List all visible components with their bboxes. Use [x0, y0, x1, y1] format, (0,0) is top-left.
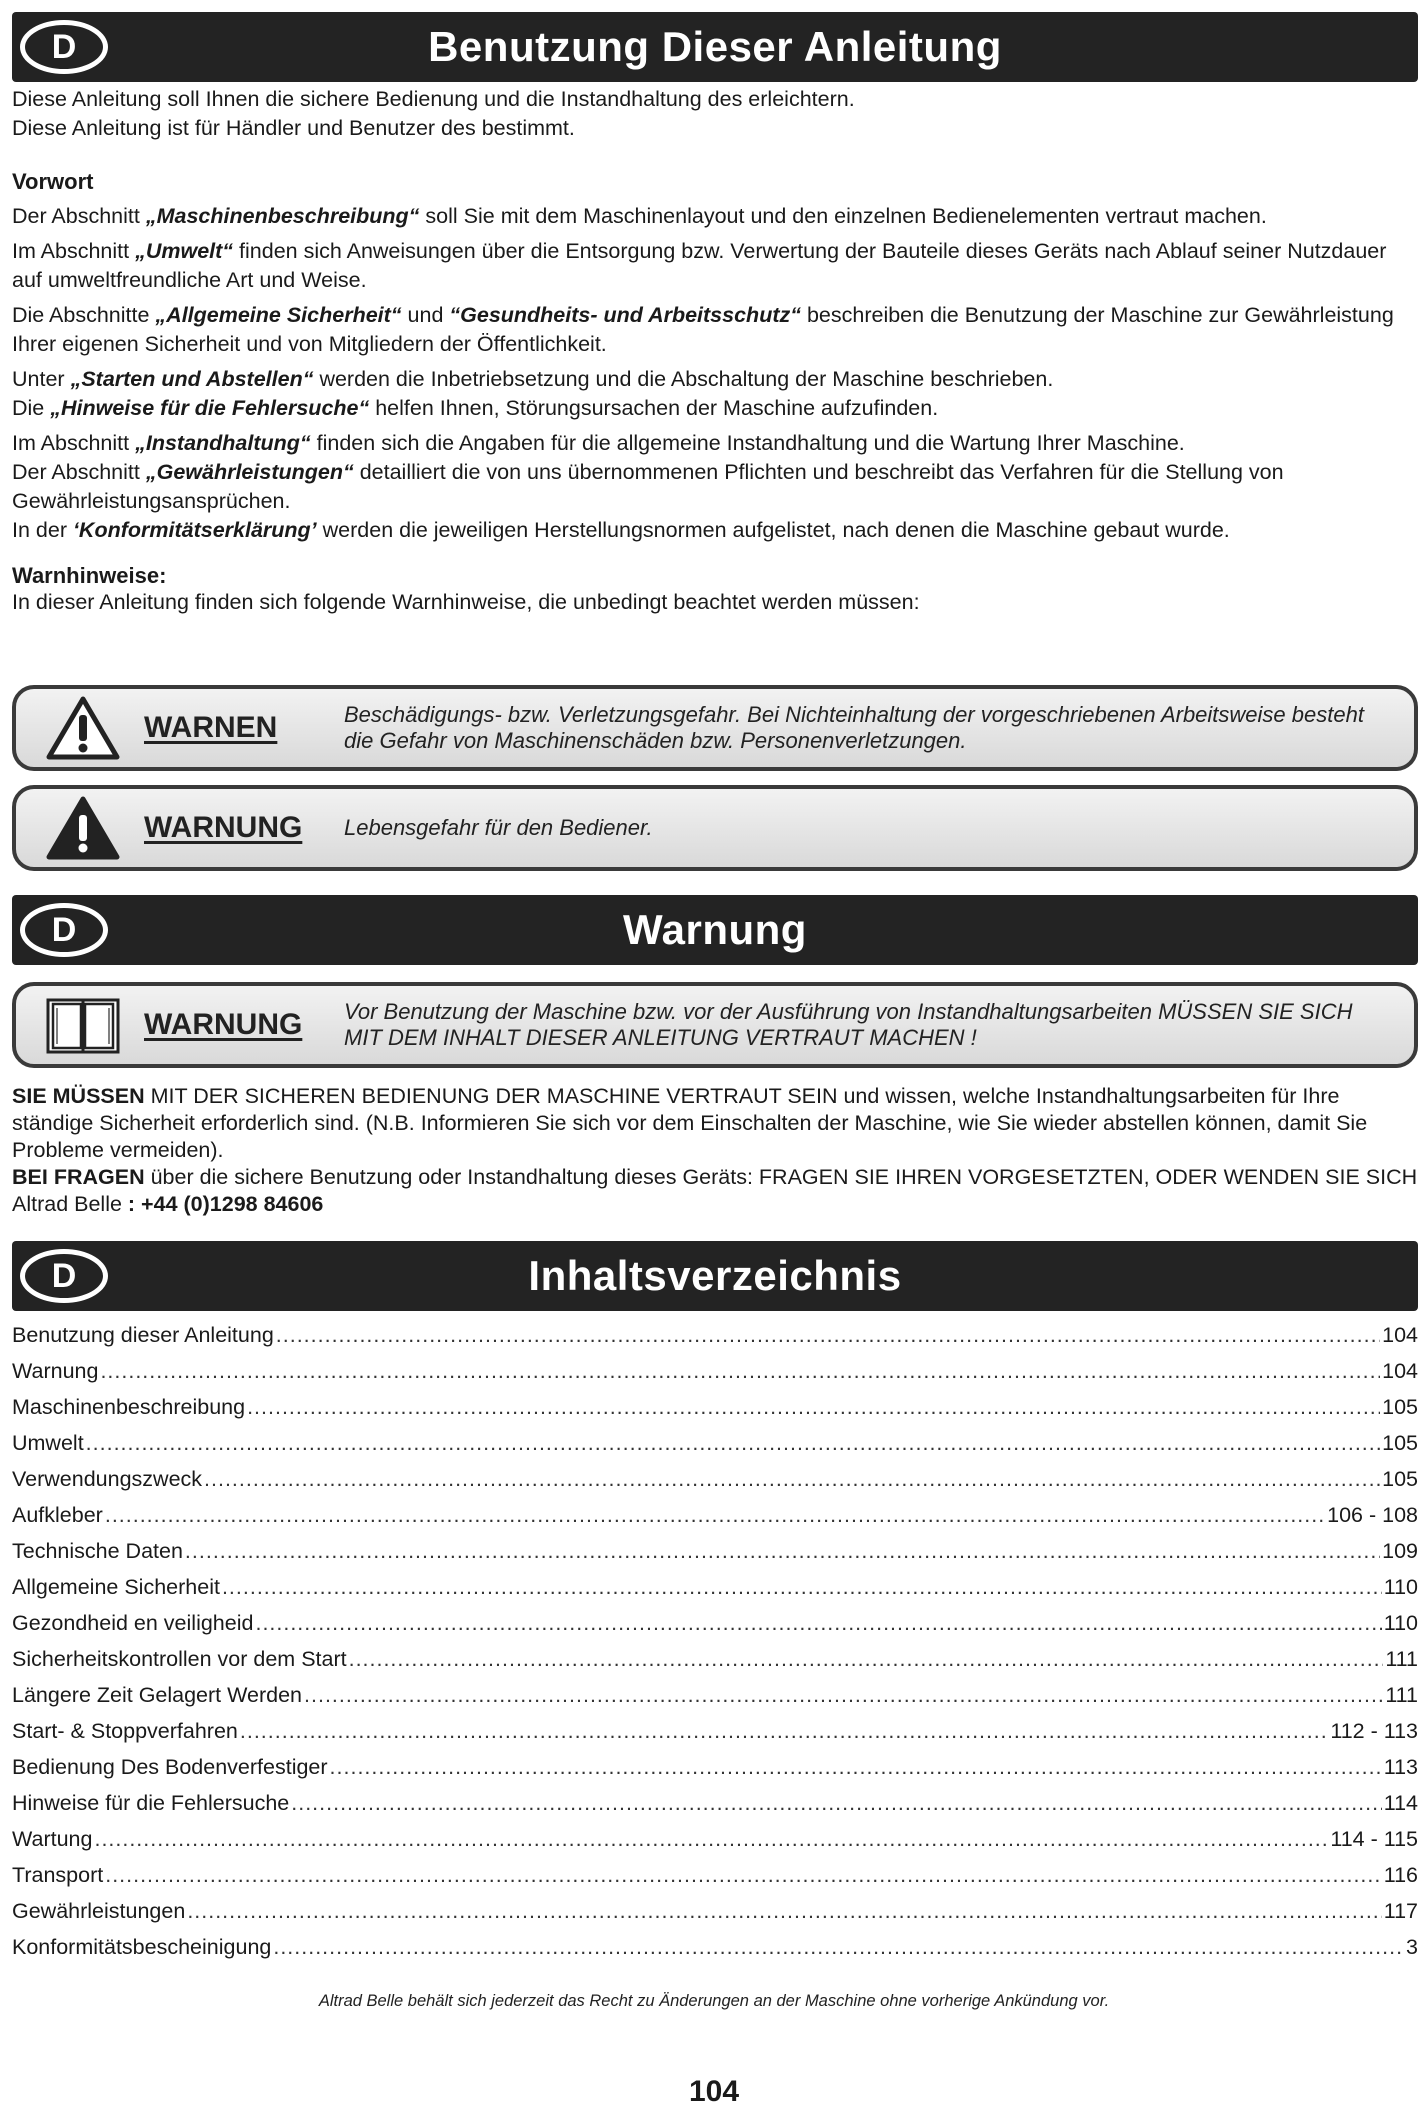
toc-title: Hinweise für die Fehlersuche — [12, 1791, 290, 1815]
warnung-label: WARNUNG — [144, 811, 303, 844]
section-title-usage: Benutzung Dieser Anleitung — [428, 23, 1002, 70]
toc-leader-dots — [187, 1893, 1381, 1929]
toc-page: 104 — [1382, 1359, 1418, 1383]
language-badge: D — [20, 1249, 108, 1303]
toc-leader-dots — [276, 1317, 1380, 1353]
toc-row — [12, 1893, 1418, 1929]
toc-title: Wartung — [12, 1827, 93, 1851]
toc-page: 106 - 108 — [1327, 1503, 1418, 1527]
toc-page: 114 — [1383, 1791, 1418, 1815]
vorwort-paragraph: Der Abschnitt „Maschinenbeschreibung“ soll Sie mit dem Maschinenlayout und den einzelnen Bedienelementen vertraut machen. — [12, 204, 1267, 228]
manual-warning-text: Vor Benutzung der Maschine bzw. vor der Ausführung von Instandhaltungsarbeiten MÜSSEN SIE SICH MIT DEM INHALT DIESER ANLEITUNG VERTRAUT MACHEN ! — [344, 999, 1353, 1050]
toc-page: 105 — [1382, 1395, 1418, 1419]
section-header-toc — [12, 1241, 1418, 1311]
toc-leader-dots — [255, 1605, 1381, 1641]
warnen-label: WARNEN — [144, 711, 278, 744]
toc-title: Warnung — [12, 1359, 99, 1383]
language-badge: D — [20, 20, 108, 74]
toc-leader-dots — [304, 1677, 1383, 1713]
toc-page: 112 - 113 — [1330, 1719, 1418, 1743]
toc-leader-dots — [247, 1389, 1380, 1425]
toc-title: Transport — [12, 1863, 104, 1887]
toc-title: Gewährleistungen — [12, 1899, 186, 1923]
toc-title: Sicherheitskontrollen vor dem Start — [12, 1647, 347, 1671]
toc-leader-dots — [94, 1821, 1328, 1857]
vorwort-paragraph: Die Abschnitte „Allgemeine Sicherheit“ und “Gesundheits- und Arbeitsschutz“ beschreiben die Benutzung der Maschine zur Gewährleistung Ihrer eigenen Sicherheit und von Mitgliedern der Öffentlichkeit. — [12, 303, 1394, 356]
must-paragraph: SIE MÜSSEN MIT DER SICHEREN BEDIENUNG DER MASCHINE VERTRAUT SEIN und wissen, welche Instandhaltungsarbeiten für Ihre ständige Sicherheit erforderlich sind. (N.B. Informieren Sie sich vor dem Einschalten der Maschine, wie Sie wieder abstellen können, damit Sie Probleme vermeiden). — [12, 1084, 1368, 1162]
toc-page: 111 — [1385, 1647, 1418, 1671]
toc-leader-dots — [204, 1461, 1380, 1497]
toc-title: Aufkleber — [12, 1503, 103, 1527]
section-title-warning: Warnung — [623, 906, 807, 953]
toc-leader-dots — [349, 1641, 1384, 1677]
toc-title: Längere Zeit Gelagert Werden — [12, 1683, 303, 1707]
toc-page: 111 — [1385, 1683, 1418, 1707]
toc-page: 110 — [1383, 1575, 1418, 1599]
warning-triangle-filled-icon — [38, 793, 128, 863]
toc-title: Gezondheid en veiligheid — [12, 1611, 254, 1635]
toc-leader-dots — [222, 1569, 1382, 1605]
vorwort-paragraph: In der ‘Konformitätserklärung’ werden die jeweiligen Herstellungsnormen aufgelistet, nach denen die Maschine gebaut wurde. — [12, 518, 1230, 542]
safety-instructions — [12, 1083, 1418, 1218]
toc-row — [12, 1605, 1418, 1641]
open-book-icon — [38, 990, 128, 1060]
toc-page: 116 — [1383, 1863, 1418, 1887]
toc-page: 105 — [1382, 1467, 1418, 1491]
toc-leader-dots — [330, 1749, 1382, 1785]
toc-row — [12, 1461, 1418, 1497]
toc-page: 114 - 115 — [1330, 1827, 1418, 1851]
toc-leader-dots — [105, 1857, 1382, 1893]
vorwort-paragraph: Die „Hinweise für die Fehlersuche“ helfen Ihnen, Störungsursachen der Maschine aufzufinden. — [12, 396, 939, 420]
warnen-text: Beschädigungs- bzw. Verletzungsgefahr. Bei Nichteinhaltung der vorgeschriebenen Arbeitsweise besteht die Gefahr von Maschinenschäden bzw. Personenverletzungen. — [344, 702, 1364, 753]
toc-title: Maschinenbeschreibung — [12, 1395, 246, 1419]
toc-row — [12, 1857, 1418, 1893]
toc-leader-dots — [100, 1353, 1380, 1389]
toc-row — [12, 1389, 1418, 1425]
toc-title: Allgemeine Sicherheit — [12, 1575, 220, 1599]
section-header-warning — [12, 895, 1418, 965]
warnhinweise-text: In dieser Anleitung finden sich folgende Warnhinweise, die unbedingt beachtet werden müssen: — [12, 590, 920, 614]
warnung-box — [12, 785, 1418, 871]
vorwort-paragraph: Im Abschnitt „Umwelt“ finden sich Anweisungen über die Entsorgung bzw. Verwertung der Bauteile dieses Geräts nach Ablauf seiner Nutzdauer auf umweltfreundliche Art und Weise. — [12, 239, 1387, 292]
intro-line: Diese Anleitung soll Ihnen die sichere Bedienung und die Instandhaltung des erleichtern. — [12, 87, 855, 111]
toc-page: 117 — [1383, 1899, 1418, 1923]
footnote: Altrad Belle behält sich jederzeit das Recht zu Änderungen an der Maschine ohne vorherige Ankündung vor. — [318, 1992, 1110, 2010]
toc-title: Benutzung dieser Anleitung — [12, 1323, 274, 1347]
toc-row — [12, 1425, 1418, 1461]
warnung-text: Lebensgefahr für den Bediener. — [344, 815, 653, 840]
toc-row — [12, 1677, 1418, 1713]
table-of-contents — [12, 1317, 1418, 1965]
toc-title: Verwendungszweck — [12, 1467, 203, 1491]
toc-title: Konformitätsbescheinigung — [12, 1935, 272, 1959]
toc-row — [12, 1749, 1418, 1785]
section-title-toc: Inhaltsverzeichnis — [528, 1252, 902, 1299]
toc-title: Umwelt — [12, 1431, 84, 1455]
vorwort-paragraph: Im Abschnitt „Instandhaltung“ finden sich die Angaben für die allgemeine Instandhaltung und die Wartung Ihrer Maschine. — [12, 431, 1185, 455]
manual-warning-label: WARNUNG — [144, 1008, 303, 1041]
toc-row — [12, 1569, 1418, 1605]
toc-row — [12, 1641, 1418, 1677]
toc-row — [12, 1353, 1418, 1389]
page-number: 104 — [688, 2075, 740, 2108]
vorwort-paragraph: Der Abschnitt „Gewährleistungen“ detailliert die von uns übernommenen Pflichten und beschreibt das Verfahren für die Stellung von Gewährleistungsansprüchen. — [12, 460, 1284, 513]
toc-leader-dots — [291, 1785, 1381, 1821]
vorwort-heading: Vorwort — [12, 169, 94, 194]
toc-page: 3 — [1406, 1935, 1418, 1959]
toc-leader-dots — [105, 1497, 1325, 1533]
toc-leader-dots — [240, 1713, 1328, 1749]
intro-line: Diese Anleitung ist für Händler und Benutzer des bestimmt. — [12, 116, 575, 140]
warnen-box — [12, 685, 1418, 771]
usage-text — [12, 85, 1418, 615]
toc-title: Bedienung Des Bodenverfestiger — [12, 1755, 328, 1779]
language-badge: D — [20, 903, 108, 957]
toc-leader-dots — [185, 1533, 1380, 1569]
toc-row — [12, 1929, 1418, 1965]
toc-row — [12, 1785, 1418, 1821]
warning-triangle-outline-icon — [38, 693, 128, 763]
manual-warning-box — [12, 982, 1418, 1068]
toc-leader-dots — [273, 1929, 1404, 1965]
toc-row — [12, 1821, 1418, 1857]
questions-paragraph: BEI FRAGEN über die sichere Benutzung oder Instandhaltung dieses Geräts: FRAGEN SIE IHREN VORGESETZTEN, ODER WENDEN SIE SICH Altrad Belle : +44 (0)1298 84606 — [12, 1165, 1418, 1216]
toc-row — [12, 1533, 1418, 1569]
toc-page: 113 — [1383, 1755, 1418, 1779]
toc-title: Start- & Stoppverfahren — [12, 1719, 238, 1743]
toc-row — [12, 1317, 1418, 1353]
toc-page: 104 — [1382, 1323, 1418, 1347]
toc-page: 110 — [1383, 1611, 1418, 1635]
toc-row — [12, 1497, 1418, 1533]
vorwort-paragraph: Unter „Starten und Abstellen“ werden die Inbetriebsetzung und die Abschaltung der Maschine beschrieben. — [12, 367, 1054, 391]
warnhinweise-heading: Warnhinweise: — [12, 563, 167, 588]
toc-title: Technische Daten — [12, 1539, 183, 1563]
toc-page: 105 — [1382, 1431, 1418, 1455]
toc-row — [12, 1713, 1418, 1749]
toc-page: 109 — [1382, 1539, 1418, 1563]
section-header-usage — [12, 12, 1418, 82]
toc-leader-dots — [86, 1425, 1380, 1461]
